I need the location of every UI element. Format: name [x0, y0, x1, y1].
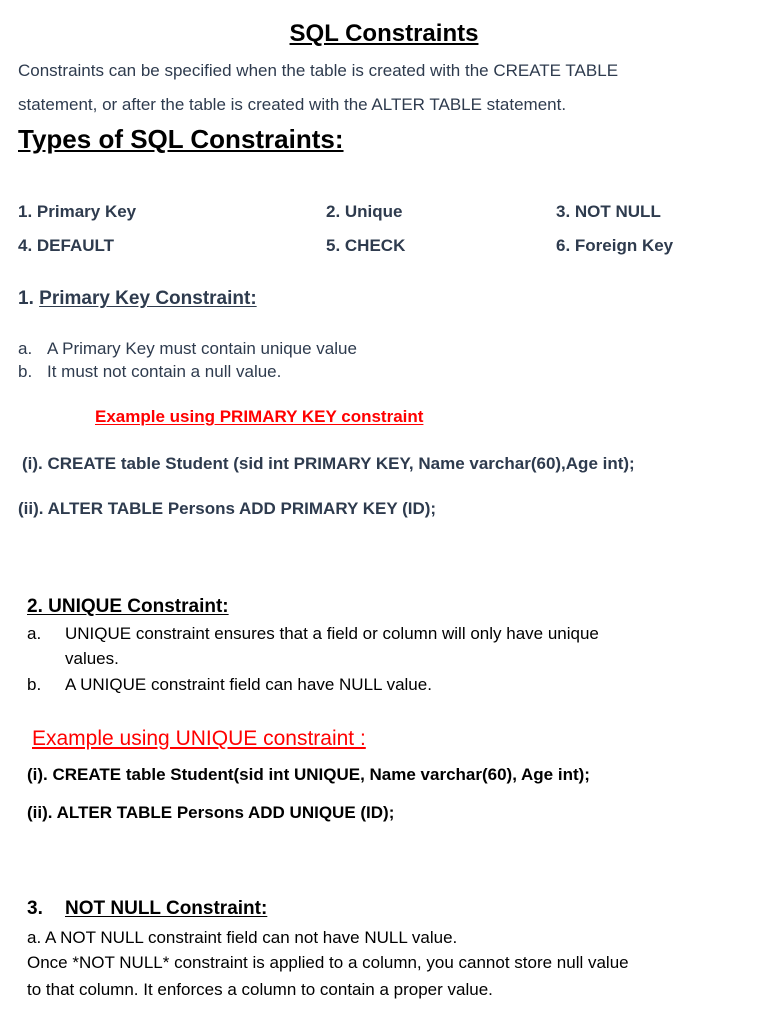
intro-line-2: statement, or after the table is created with the ALTER TABLE statement. [18, 95, 567, 114]
not-null-heading-text: NOT NULL Constraint: [65, 898, 268, 919]
point-text: It must not contain a null value. [47, 362, 282, 381]
unique-example-heading: Example using UNIQUE constraint : [32, 727, 366, 750]
point-text: A UNIQUE constraint field can have NULL value. [65, 675, 432, 694]
unique-example-alter: (ii). ALTER TABLE Persons ADD UNIQUE (ID); [27, 803, 395, 822]
unique-point-b [27, 675, 432, 695]
type-item-foreign-key: 6. Foreign Key [556, 236, 674, 255]
point-text: A Primary Key must contain unique value [47, 339, 357, 358]
not-null-line-1: a. A NOT NULL constraint field can not have NULL value. [27, 928, 458, 947]
primary-key-point-a [18, 339, 357, 359]
point-text: UNIQUE constraint ensures that a field or column will only have unique [65, 624, 599, 643]
type-item-not-null: 3. NOT NULL [556, 202, 661, 221]
unique-example-create: (i). CREATE table Student(sid int UNIQUE, Name varchar(60), Age int); [27, 765, 590, 784]
not-null-heading-number: 3. [27, 898, 43, 919]
primary-key-heading [18, 288, 257, 310]
primary-key-example-create: (i). CREATE table Student (sid int PRIMARY KEY, Name varchar(60),Age int); [22, 454, 635, 473]
types-heading: Types of SQL Constraints: [18, 124, 344, 154]
primary-key-heading-number: 1. [18, 288, 34, 309]
unique-point-a-cont: values. [65, 649, 119, 668]
primary-key-example-heading: Example using PRIMARY KEY constraint [95, 407, 424, 426]
page-title: SQL Constraints [289, 20, 479, 47]
type-item-default: 4. DEFAULT [18, 236, 115, 255]
type-item-check: 5. CHECK [326, 236, 406, 255]
not-null-line-3: to that column. It enforces a column to contain a proper value. [27, 980, 493, 999]
point-marker: a. [18, 339, 33, 358]
intro-line-1: Constraints can be specified when the table is created with the CREATE TABLE [18, 61, 619, 80]
unique-point-a [27, 624, 599, 644]
point-marker: b. [27, 675, 42, 694]
not-null-line-2: Once *NOT NULL* constraint is applied to a column, you cannot store null value [27, 953, 629, 972]
unique-heading: 2. UNIQUE Constraint: [27, 596, 229, 617]
type-item-unique: 2. Unique [326, 202, 403, 221]
primary-key-example-alter: (ii). ALTER TABLE Persons ADD PRIMARY KEY (ID); [18, 499, 437, 518]
type-item-primary-key: 1. Primary Key [18, 202, 137, 221]
primary-key-heading-text: Primary Key Constraint: [39, 288, 257, 309]
point-marker: a. [27, 624, 42, 643]
primary-key-point-b [18, 362, 281, 382]
not-null-heading [27, 898, 267, 920]
point-marker: b. [18, 362, 33, 381]
